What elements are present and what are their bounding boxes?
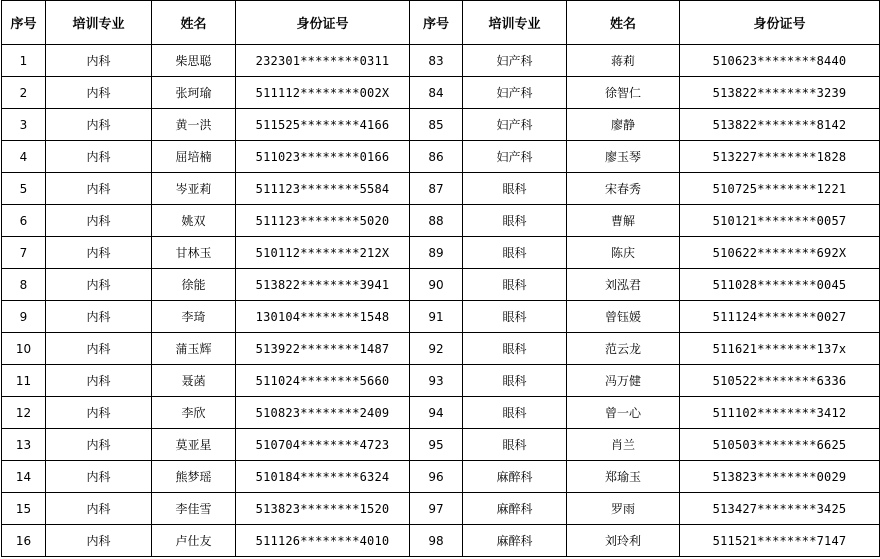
seq-cell: 83 xyxy=(410,45,463,77)
table-row xyxy=(2,109,880,141)
major-cell: 眼科 xyxy=(463,173,567,205)
major-cell: 眼科 xyxy=(463,333,567,365)
id-cell: 511112********002X xyxy=(236,77,410,109)
seq-cell: 97 xyxy=(410,493,463,525)
id-cell: 510503********6625 xyxy=(680,429,880,461)
seq-cell: 16 xyxy=(2,525,46,557)
major-cell: 内科 xyxy=(46,173,152,205)
major-cell: 妇产科 xyxy=(463,77,567,109)
name-cell: 岑亚莉 xyxy=(152,173,236,205)
major-cell: 内科 xyxy=(46,109,152,141)
name-cell: 李欣 xyxy=(152,397,236,429)
name-cell: 曾一心 xyxy=(567,397,680,429)
name-cell: 曾钰媛 xyxy=(567,301,680,333)
name-cell: 廖玉琴 xyxy=(567,141,680,173)
name-cell: 郑瑜玉 xyxy=(567,461,680,493)
id-cell: 510121********0057 xyxy=(680,205,880,237)
major-cell: 麻醉科 xyxy=(463,493,567,525)
table-row xyxy=(2,461,880,493)
name-cell: 曹解 xyxy=(567,205,680,237)
header-seq: 序号 xyxy=(2,1,46,45)
table-row xyxy=(2,525,880,557)
id-cell: 511525********4166 xyxy=(236,109,410,141)
major-cell: 内科 xyxy=(46,525,152,557)
id-cell: 511023********0166 xyxy=(236,141,410,173)
roster-body xyxy=(2,45,880,557)
name-cell: 李琦 xyxy=(152,301,236,333)
seq-cell: 96 xyxy=(410,461,463,493)
name-cell: 徐智仁 xyxy=(567,77,680,109)
seq-cell: 6 xyxy=(2,205,46,237)
seq-cell: 95 xyxy=(410,429,463,461)
id-cell: 511521********7147 xyxy=(680,525,880,557)
major-cell: 内科 xyxy=(46,333,152,365)
seq-cell: 2 xyxy=(2,77,46,109)
name-cell: 莫亚星 xyxy=(152,429,236,461)
id-cell: 511028********0045 xyxy=(680,269,880,301)
name-cell: 黄一洪 xyxy=(152,109,236,141)
major-cell: 内科 xyxy=(46,493,152,525)
id-cell: 510184********6324 xyxy=(236,461,410,493)
id-cell: 511024********5660 xyxy=(236,365,410,397)
table-row xyxy=(2,173,880,205)
seq-cell: 88 xyxy=(410,205,463,237)
name-cell: 李佳雪 xyxy=(152,493,236,525)
seq-cell: 89 xyxy=(410,237,463,269)
seq-cell: 94 xyxy=(410,397,463,429)
header-id: 身份证号 xyxy=(680,1,880,45)
name-cell: 姚双 xyxy=(152,205,236,237)
seq-cell: 10 xyxy=(2,333,46,365)
major-cell: 妇产科 xyxy=(463,109,567,141)
major-cell: 眼科 xyxy=(463,301,567,333)
seq-cell: 8 xyxy=(2,269,46,301)
name-cell: 甘林玉 xyxy=(152,237,236,269)
major-cell: 眼科 xyxy=(463,397,567,429)
table-row xyxy=(2,269,880,301)
name-cell: 熊梦瑶 xyxy=(152,461,236,493)
seq-cell: 93 xyxy=(410,365,463,397)
seq-cell: 15 xyxy=(2,493,46,525)
seq-cell: 4 xyxy=(2,141,46,173)
major-cell: 眼科 xyxy=(463,237,567,269)
id-cell: 510622********692X xyxy=(680,237,880,269)
major-cell: 内科 xyxy=(46,237,152,269)
name-cell: 蒲玉辉 xyxy=(152,333,236,365)
name-cell: 张珂瑜 xyxy=(152,77,236,109)
id-cell: 511102********3412 xyxy=(680,397,880,429)
name-cell: 范云龙 xyxy=(567,333,680,365)
id-cell: 510623********8440 xyxy=(680,45,880,77)
major-cell: 内科 xyxy=(46,269,152,301)
id-cell: 513822********3941 xyxy=(236,269,410,301)
table-row xyxy=(2,301,880,333)
id-cell: 510823********2409 xyxy=(236,397,410,429)
id-cell: 130104********1548 xyxy=(236,301,410,333)
major-cell: 内科 xyxy=(46,365,152,397)
id-cell: 513822********8142 xyxy=(680,109,880,141)
seq-cell: 92 xyxy=(410,333,463,365)
table-row xyxy=(2,493,880,525)
header-name: 姓名 xyxy=(152,1,236,45)
seq-cell: 98 xyxy=(410,525,463,557)
table-row xyxy=(2,333,880,365)
name-cell: 屈培楠 xyxy=(152,141,236,173)
trainee-roster-table xyxy=(1,0,880,557)
name-cell: 宋春秀 xyxy=(567,173,680,205)
table-row xyxy=(2,429,880,461)
seq-cell: 87 xyxy=(410,173,463,205)
seq-cell: 5 xyxy=(2,173,46,205)
id-cell: 513427********3425 xyxy=(680,493,880,525)
seq-cell: 90 xyxy=(410,269,463,301)
major-cell: 眼科 xyxy=(463,269,567,301)
name-cell: 柴思聪 xyxy=(152,45,236,77)
seq-cell: 7 xyxy=(2,237,46,269)
id-cell: 511124********0027 xyxy=(680,301,880,333)
id-cell: 510112********212X xyxy=(236,237,410,269)
table-row xyxy=(2,365,880,397)
table-row xyxy=(2,397,880,429)
seq-cell: 1 xyxy=(2,45,46,77)
id-cell: 513822********3239 xyxy=(680,77,880,109)
table-row xyxy=(2,205,880,237)
id-cell: 511123********5584 xyxy=(236,173,410,205)
major-cell: 妇产科 xyxy=(463,141,567,173)
id-cell: 511123********5020 xyxy=(236,205,410,237)
seq-cell: 9 xyxy=(2,301,46,333)
id-cell: 510522********6336 xyxy=(680,365,880,397)
name-cell: 陈庆 xyxy=(567,237,680,269)
table-row xyxy=(2,77,880,109)
major-cell: 内科 xyxy=(46,461,152,493)
name-cell: 聂菡 xyxy=(152,365,236,397)
major-cell: 内科 xyxy=(46,45,152,77)
header-id: 身份证号 xyxy=(236,1,410,45)
major-cell: 内科 xyxy=(46,301,152,333)
id-cell: 511621********137x xyxy=(680,333,880,365)
seq-cell: 91 xyxy=(410,301,463,333)
header-seq: 序号 xyxy=(410,1,463,45)
id-cell: 510704********4723 xyxy=(236,429,410,461)
name-cell: 罗雨 xyxy=(567,493,680,525)
seq-cell: 84 xyxy=(410,77,463,109)
id-cell: 511126********4010 xyxy=(236,525,410,557)
major-cell: 内科 xyxy=(46,429,152,461)
name-cell: 蒋莉 xyxy=(567,45,680,77)
major-cell: 眼科 xyxy=(463,429,567,461)
major-cell: 眼科 xyxy=(463,365,567,397)
id-cell: 513922********1487 xyxy=(236,333,410,365)
seq-cell: 3 xyxy=(2,109,46,141)
name-cell: 肖兰 xyxy=(567,429,680,461)
major-cell: 内科 xyxy=(46,77,152,109)
name-cell: 廖静 xyxy=(567,109,680,141)
seq-cell: 85 xyxy=(410,109,463,141)
name-cell: 刘泓君 xyxy=(567,269,680,301)
seq-cell: 86 xyxy=(410,141,463,173)
seq-cell: 14 xyxy=(2,461,46,493)
seq-cell: 12 xyxy=(2,397,46,429)
header-name: 姓名 xyxy=(567,1,680,45)
major-cell: 内科 xyxy=(46,397,152,429)
id-cell: 510725********1221 xyxy=(680,173,880,205)
id-cell: 513227********1828 xyxy=(680,141,880,173)
table-row xyxy=(2,141,880,173)
name-cell: 冯万健 xyxy=(567,365,680,397)
seq-cell: 13 xyxy=(2,429,46,461)
major-cell: 妇产科 xyxy=(463,45,567,77)
header-row xyxy=(2,1,880,45)
id-cell: 232301********0311 xyxy=(236,45,410,77)
major-cell: 麻醉科 xyxy=(463,461,567,493)
header-major: 培训专业 xyxy=(463,1,567,45)
major-cell: 眼科 xyxy=(463,205,567,237)
table-row xyxy=(2,45,880,77)
major-cell: 内科 xyxy=(46,205,152,237)
seq-cell: 11 xyxy=(2,365,46,397)
name-cell: 徐能 xyxy=(152,269,236,301)
id-cell: 513823********1520 xyxy=(236,493,410,525)
id-cell: 513823********0029 xyxy=(680,461,880,493)
major-cell: 麻醉科 xyxy=(463,525,567,557)
name-cell: 卢仕友 xyxy=(152,525,236,557)
table-row xyxy=(2,237,880,269)
header-major: 培训专业 xyxy=(46,1,152,45)
major-cell: 内科 xyxy=(46,141,152,173)
name-cell: 刘玲利 xyxy=(567,525,680,557)
